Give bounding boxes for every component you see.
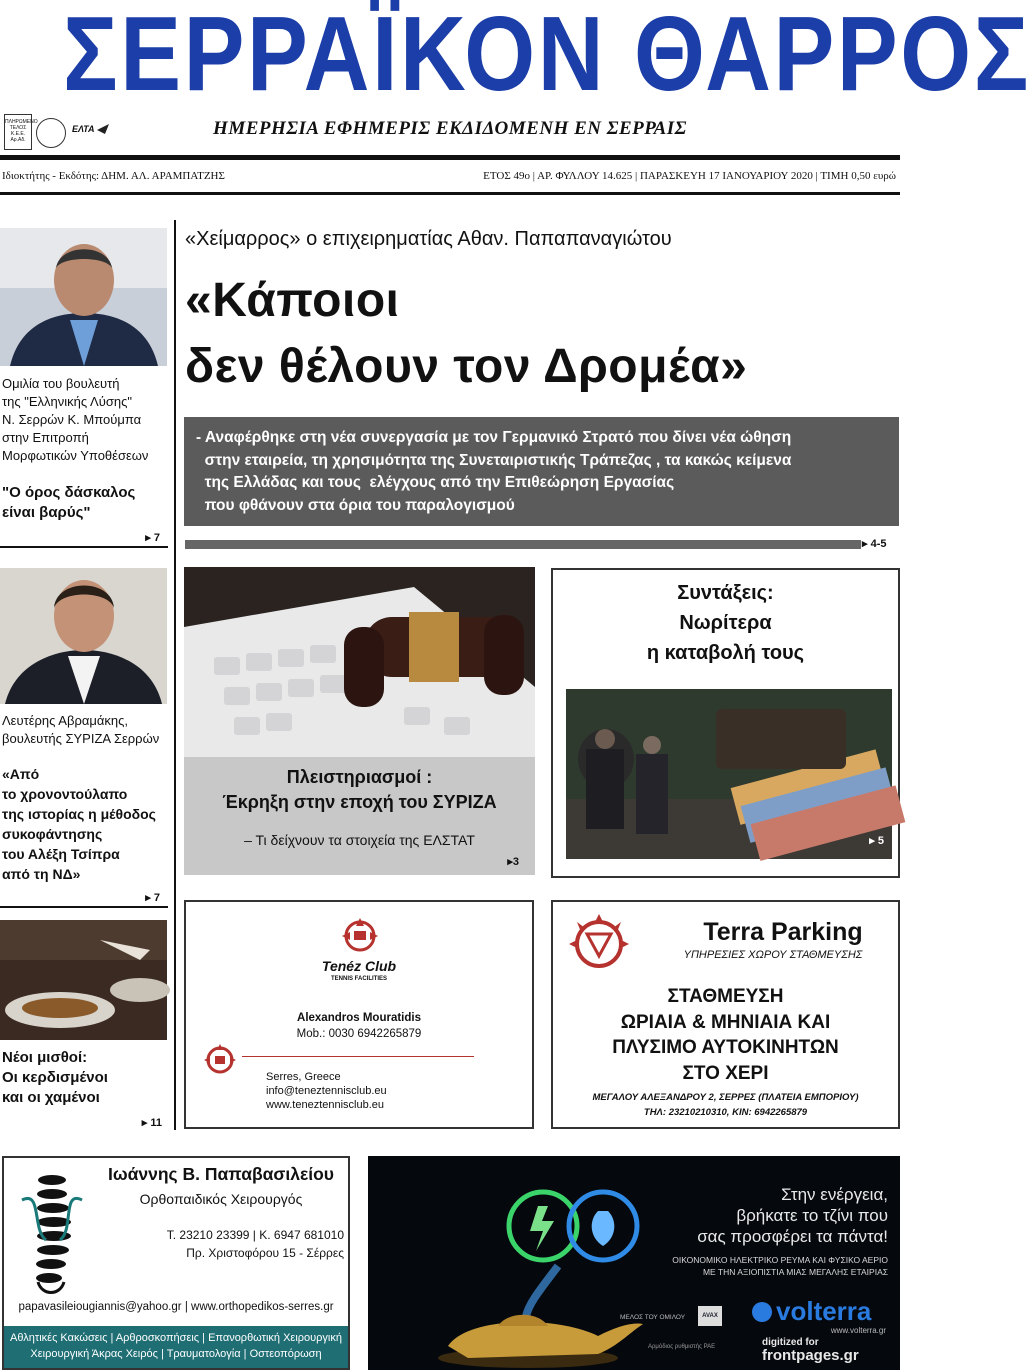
auctions-story[interactable]	[184, 567, 535, 875]
services-line: Χειρουργική Άκρας Χειρός | Τραυματολογία | Οστεοπόρωση	[30, 1348, 322, 1360]
politician-photo-2	[0, 568, 167, 704]
tagline-line: βρήκατε το τζίνι που	[736, 1206, 888, 1225]
auctions-sub: – Τι δείχνουν τα στοιχεία της ΕΛΣΤΑΤ	[244, 832, 475, 848]
tennis-club-ad[interactable]	[184, 900, 534, 1129]
caption-line: Ν. Σερρών Κ. Μπούμπα	[2, 412, 142, 427]
tagline-line: σας προσφέρει τα πάντα!	[697, 1227, 888, 1246]
spine-icon	[12, 1170, 92, 1300]
elta-bird-icon	[96, 122, 110, 136]
volterra-website[interactable]: www.volterra.gr	[830, 1326, 886, 1335]
tennis-address: Serres, Greece	[266, 1071, 341, 1083]
orthopedic-ad[interactable]	[2, 1156, 350, 1370]
tennis-email[interactable]: info@teneztennisclub.eu	[266, 1085, 387, 1097]
quote-line: της ιστορίας η μέθοδος	[2, 806, 156, 822]
masthead-title: ΣΕΡΡΑΪΚΟΝ ΘΑΡΡΟΣ	[63, 0, 1031, 113]
pensions-story[interactable]	[551, 568, 900, 878]
meta-rule	[0, 192, 900, 195]
page-ref[interactable]: ▸3	[507, 856, 519, 868]
tagline-line: Στην ενέργεια,	[781, 1185, 888, 1204]
caption-line: βουλευτής ΣΥΡΙΖΑ Σερρών	[2, 731, 160, 746]
lead-kicker: «Χείμαρρος» ο επιχειρηματίας Αθαν. Παπαπαναγιώτου	[185, 228, 672, 250]
volterra-logo-icon	[752, 1302, 772, 1322]
frontpages-watermark	[762, 1336, 900, 1362]
caption-line: Λευτέρης Αβραμάκης,	[2, 713, 128, 728]
postal-badges	[4, 114, 114, 152]
quote-line: από τη ΝΔ»	[2, 866, 81, 882]
doctor-services	[4, 1326, 348, 1368]
page-ref[interactable]: ▸ 5	[869, 835, 884, 847]
tennis-brand: Tenéz Club	[321, 958, 397, 974]
lead-headline[interactable]	[185, 268, 747, 400]
sub-line: ΟΙΚΟΝΟΜΙΚΟ ΗΛΕΚΤΡΙΚΟ ΡΕΥΜΑ ΚΑΙ ΦΥΣΙΚΟ ΑΕΡΙΟ	[672, 1255, 888, 1265]
caption-line: της "Ελληνικής Λύσης"	[2, 394, 132, 409]
doctor-address: Πρ. Χριστοφόρου 15 - Σέρρες	[186, 1246, 344, 1260]
terra-parking-ad[interactable]	[551, 900, 900, 1129]
doctor-contact[interactable]: papavasileiougiannis@yahoo.gr | www.orthopedikos-serres.gr	[18, 1301, 334, 1313]
auctions-title	[184, 765, 535, 815]
column-divider	[174, 220, 176, 1130]
caption-line: Ομιλία του βουλευτή	[2, 376, 120, 391]
page-ref[interactable]: ▸ 7	[145, 532, 160, 544]
services-line: Αθλητικές Κακώσεις | Αρθροσκοπήσεις | Επανορθωτική Χειρουργική	[10, 1332, 342, 1344]
page-ref[interactable]: ▸ 4-5	[862, 538, 887, 550]
caption-line: Μορφωτικών Υποθέσεων	[2, 448, 149, 463]
avax-logo: AVAX	[698, 1306, 722, 1326]
quote-line: «Από	[2, 766, 40, 782]
sidebar-item3-title[interactable]	[2, 1048, 172, 1108]
tennis-address-block	[266, 1070, 387, 1112]
lead-deck	[184, 417, 899, 526]
tennis-contact-name: Alexandros Mouratidis	[297, 1012, 421, 1024]
parking-body	[553, 984, 898, 1086]
quote-line: είναι βαρύς"	[2, 504, 91, 521]
meta-bar	[0, 170, 900, 184]
watermark-line: frontpages.gr	[762, 1347, 859, 1364]
parking-address: ΜΕΓΑΛΟΥ ΑΛΕΞΑΝΔΡΟΥ 2, ΣΕΡΡΕΣ (ΠΛΑΤΕΙΑ ΕΜΠΟΡΙΟΥ)	[592, 1092, 859, 1103]
caption-line: στην Επιτροπή	[2, 430, 89, 445]
parking-subtitle: ΥΠΗΡΕΣΙΕΣ ΧΩΡΟΥ ΣΤΑΘΜΕΥΣΗΣ	[683, 949, 863, 961]
sidebar-item1-caption	[2, 375, 172, 465]
lead-page-bar	[185, 540, 861, 549]
body-line: ΩΡΙΑΙΑ & ΜΗΝΙΑΙΑ ΚΑΙ	[620, 1011, 831, 1033]
headline-line: δεν θέλουν τον Δρομέα»	[185, 340, 748, 393]
parking-title: Terra Parking	[703, 918, 863, 946]
tennis-red-rule	[242, 1056, 474, 1057]
quote-line: συκοφάντησης	[2, 826, 103, 842]
sub-line: ΜΕ ΤΗΝ ΑΞΙΟΠΙΣΤΙΑ ΜΙΑΣ ΜΕΓΑΛΗΣ ΕΤΑΙΡΙΑΣ	[702, 1267, 888, 1277]
sidebar-divider	[0, 906, 168, 908]
owner-line: Ιδιοκτήτης - Εκδότης: ΔΗΜ. ΑΛ. ΑΡΑΜΠΑΤΖΗΣ	[2, 170, 225, 182]
sidebar-item1-quote[interactable]	[2, 483, 172, 523]
body-line: ΣΤΟ ΧΕΡΙ	[682, 1062, 769, 1084]
parking-logo	[567, 912, 631, 976]
sidebar-item2-quote[interactable]	[2, 764, 174, 884]
watermark-line: digitized for	[762, 1337, 819, 1348]
genie-lamp-icon	[408, 1266, 648, 1370]
postage-paid-badge: ΠΛΗΡΩΜΕΝΟ ΤΕΛΟΣ Κ.Ε.Ε. Αρ.Αδ.	[4, 114, 32, 150]
parking-phone: ΤΗΛ: 23210210310, ΚΙΝ: 6942265879	[643, 1107, 808, 1118]
issue-line: ΕΤΟΣ 49ο | ΑΡ. ΦΥΛΛΟΥ 14.625 | ΠΑΡΑΣΚΕΥΗ 17 ΙΑΝΟΥΑΡΙΟΥ 2020 | ΤΙΜΗ 0,50 ευρώ	[483, 170, 896, 182]
elta-logo: ΕΛΤΑ	[72, 124, 95, 134]
title-line: Νέοι μισθοί:	[2, 1049, 88, 1066]
body-line: ΠΛΥΣΙΜΟ ΑΥΤΟΚΙΝΗΤΩΝ	[612, 1037, 839, 1058]
deck-line: στην εταιρεία, τη χρησιμότητα της Συνεταιριστικής Τράπεζας , τα κακώς κείμενα	[196, 451, 792, 469]
tennis-brand-sub: TENNIS FACILITIES	[330, 976, 387, 982]
quote-line: "Ο όρος δάσκαλος	[2, 484, 136, 501]
volterra-regulator: Αρμόδιος ρυθμιστής ΡΑΕ	[648, 1344, 716, 1350]
page-ref[interactable]: ▸ 11	[141, 1117, 162, 1129]
deck-line: της Ελλάδας και τους ελέγχους από την Επιθεώρηση Εργασίας	[196, 474, 675, 491]
masthead-subtitle: ΗΜΕΡΗΣΙΑ ΕΦΗΜΕΡΙΣ ΕΚΔΙΔΟΜΕΝΗ ΕΝ ΣΕΡΡΑΙΣ	[213, 118, 687, 139]
page-ref[interactable]: ▸ 7	[145, 892, 160, 904]
tennis-lotus-logo	[340, 916, 380, 956]
title-line: Συντάξεις:	[677, 582, 774, 604]
energy-rings-icon	[488, 1176, 668, 1276]
volterra-brand: volterra	[776, 1296, 872, 1326]
title-line: και οι χαμένοι	[2, 1089, 100, 1106]
pensions-title	[553, 578, 898, 668]
body-line: ΣΤΑΘΜΕΥΣΗ	[667, 986, 784, 1007]
quote-line: το χρονοντούλαπο	[2, 786, 128, 802]
deck-line: - Αναφέρθηκε στη νέα συνεργασία με τον Γερμανικό Στρατό που δίνει νέα ώθηση	[196, 429, 792, 446]
title-line: Νωρίτερα	[679, 612, 772, 634]
title-line: Οι κερδισμένοι	[2, 1069, 108, 1086]
title-line: η καταβολή τους	[646, 642, 805, 664]
quote-line: του Αλέξη Τσίπρα	[2, 846, 120, 862]
volterra-tagline	[697, 1184, 888, 1247]
tennis-lotus-logo-small	[200, 1040, 240, 1080]
volterra-member: ΜΕΛΟΣ ΤΟΥ ΟΜΙΛΟΥ	[620, 1314, 686, 1321]
pensioners-photo	[566, 689, 892, 859]
doctor-title: Ορθοπαιδικός Χειρουργός	[139, 1191, 303, 1207]
deck-line: που φθάνουν στα όρια του παραλογισμού	[196, 496, 515, 514]
sidebar-divider	[0, 546, 168, 548]
tennis-website[interactable]: www.teneztennisclub.eu	[266, 1099, 385, 1111]
sidebar-item2-caption	[2, 712, 172, 748]
headline-line: «Κάποιοι	[185, 274, 400, 327]
doctor-phone: Τ. 23210 23399 | Κ. 6947 681010	[166, 1228, 344, 1242]
doctor-name: Ιωάννης Β. Παπαβασιλείου	[108, 1164, 334, 1184]
masthead-rule	[0, 155, 900, 160]
politician-photo-1	[0, 228, 167, 366]
postal-stamp-icon	[36, 118, 66, 148]
food-photo	[0, 920, 167, 1040]
title-line: Πλειστηριασμοί :	[286, 767, 433, 787]
title-line: Έκρηξη στην εποχή του ΣΥΡΙΖΑ	[222, 792, 497, 812]
volterra-sub	[672, 1254, 888, 1278]
gavel-photo	[184, 567, 535, 757]
tennis-mobile: Mob.: 0030 6942265879	[296, 1028, 422, 1040]
